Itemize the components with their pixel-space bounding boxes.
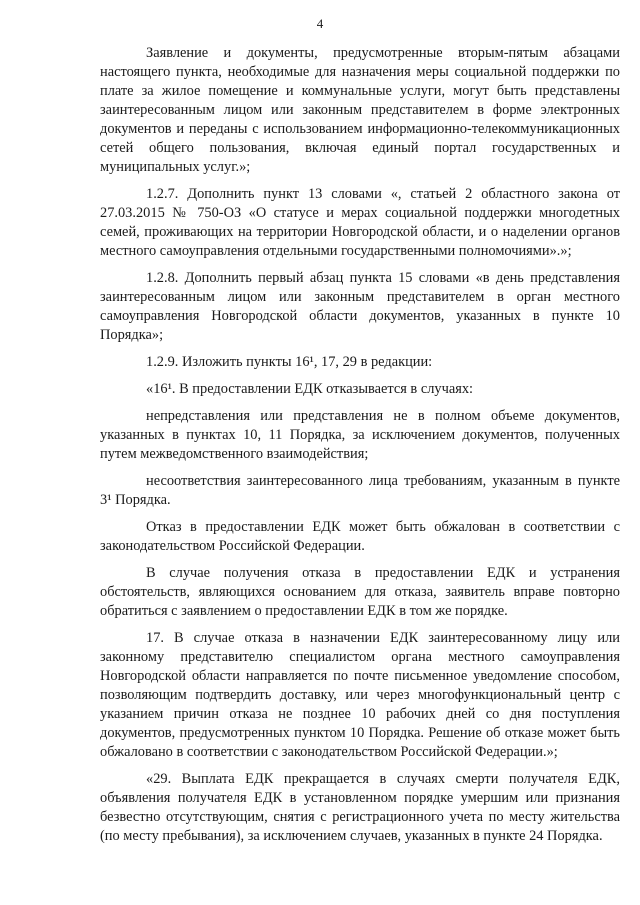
- paragraph-1-2-9: 1.2.9. Изложить пункты 16¹, 17, 29 в редакции:: [146, 354, 433, 370]
- paragraph-application-documents: Заявление и документы, предусмотренные вторым-пятым абзацами настоящего пункта, необходимые для назначения меры социальной поддержки по плате за жилое помещение и коммунальные услуги, могут быть представлены заинтересованным лицом или законным представителем в форме электронных документов и переданы с использованием информационно-телекоммуникационных сетей общего пользования, включая единый портал государственных и муниципальных услуг.»;: [100, 45, 620, 175]
- paragraph-17: 17. В случае отказа в назначении ЕДК заинтересованному лицу или законному представителю специалистом органа местного самоуправления Новгородской области направляется по почте письменное уведомление способом, позволяющим подтвердить доставку, или через многофункциональный центр с указанием причин отказа не позднее 10 рабочих дней со дня поступления документов, предусмотренных пунктом 10 Порядка. Решение об отказе может быть обжаловано в соответствии с законодательством Российской Федерации.»;: [100, 630, 620, 760]
- paragraph-nonconformity: несоответствия заинтересованного лица требованиям, указанным в пункте 3¹ Порядка.: [100, 473, 620, 508]
- paragraph-29: «29. Выплата ЕДК прекращается в случаях смерти получателя ЕДК, объявления получателя ЕДК в установленном порядке умершим или признания безвестно отсутствующим, снятия с регистрационного учета по месту жительства (по месту пребывания), за исключением случаев, указанных в пункте 24 Порядка.: [100, 771, 620, 844]
- page-number: 4: [316, 16, 324, 31]
- paragraph-appeal: Отказ в предоставлении ЕДК может быть обжалован в соответствии с законодательством Российской Федерации.: [100, 519, 620, 554]
- paragraph-1-2-8: 1.2.8. Дополнить первый абзац пункта 15 словами «в день представления заинтересованным лицом или законным представителем в орган местного самоуправления Новгородской области документов, указанных в пункте 10 Порядка»;: [100, 270, 620, 343]
- document-body: [100, 44, 620, 854]
- paragraph-nonsubmission: непредставления или представления не в полном объеме документов, указанных в пунктах 10, 11 Порядка, за исключением документов, полученных путем межведомственного взаимодействия;: [100, 408, 620, 462]
- paragraph-reapplication: В случае получения отказа в предоставлении ЕДК и устранения обстоятельств, являющихся основанием для отказа, заявитель вправе повторно обратиться с заявлением о предоставлении ЕДК в том же порядке.: [100, 565, 620, 619]
- paragraph-16-1-heading: «16¹. В предоставлении ЕДК отказывается в случаях:: [146, 381, 474, 397]
- paragraph-1-2-7: 1.2.7. Дополнить пункт 13 словами «, статьей 2 областного закона от 27.03.2015 № 750-ОЗ «О статусе и мерах социальной поддержки многодетных семей, проживающих на территории Новгородской области, и о наделении органов местного самоуправления отдельными государственными полномочиями».»;: [100, 186, 620, 259]
